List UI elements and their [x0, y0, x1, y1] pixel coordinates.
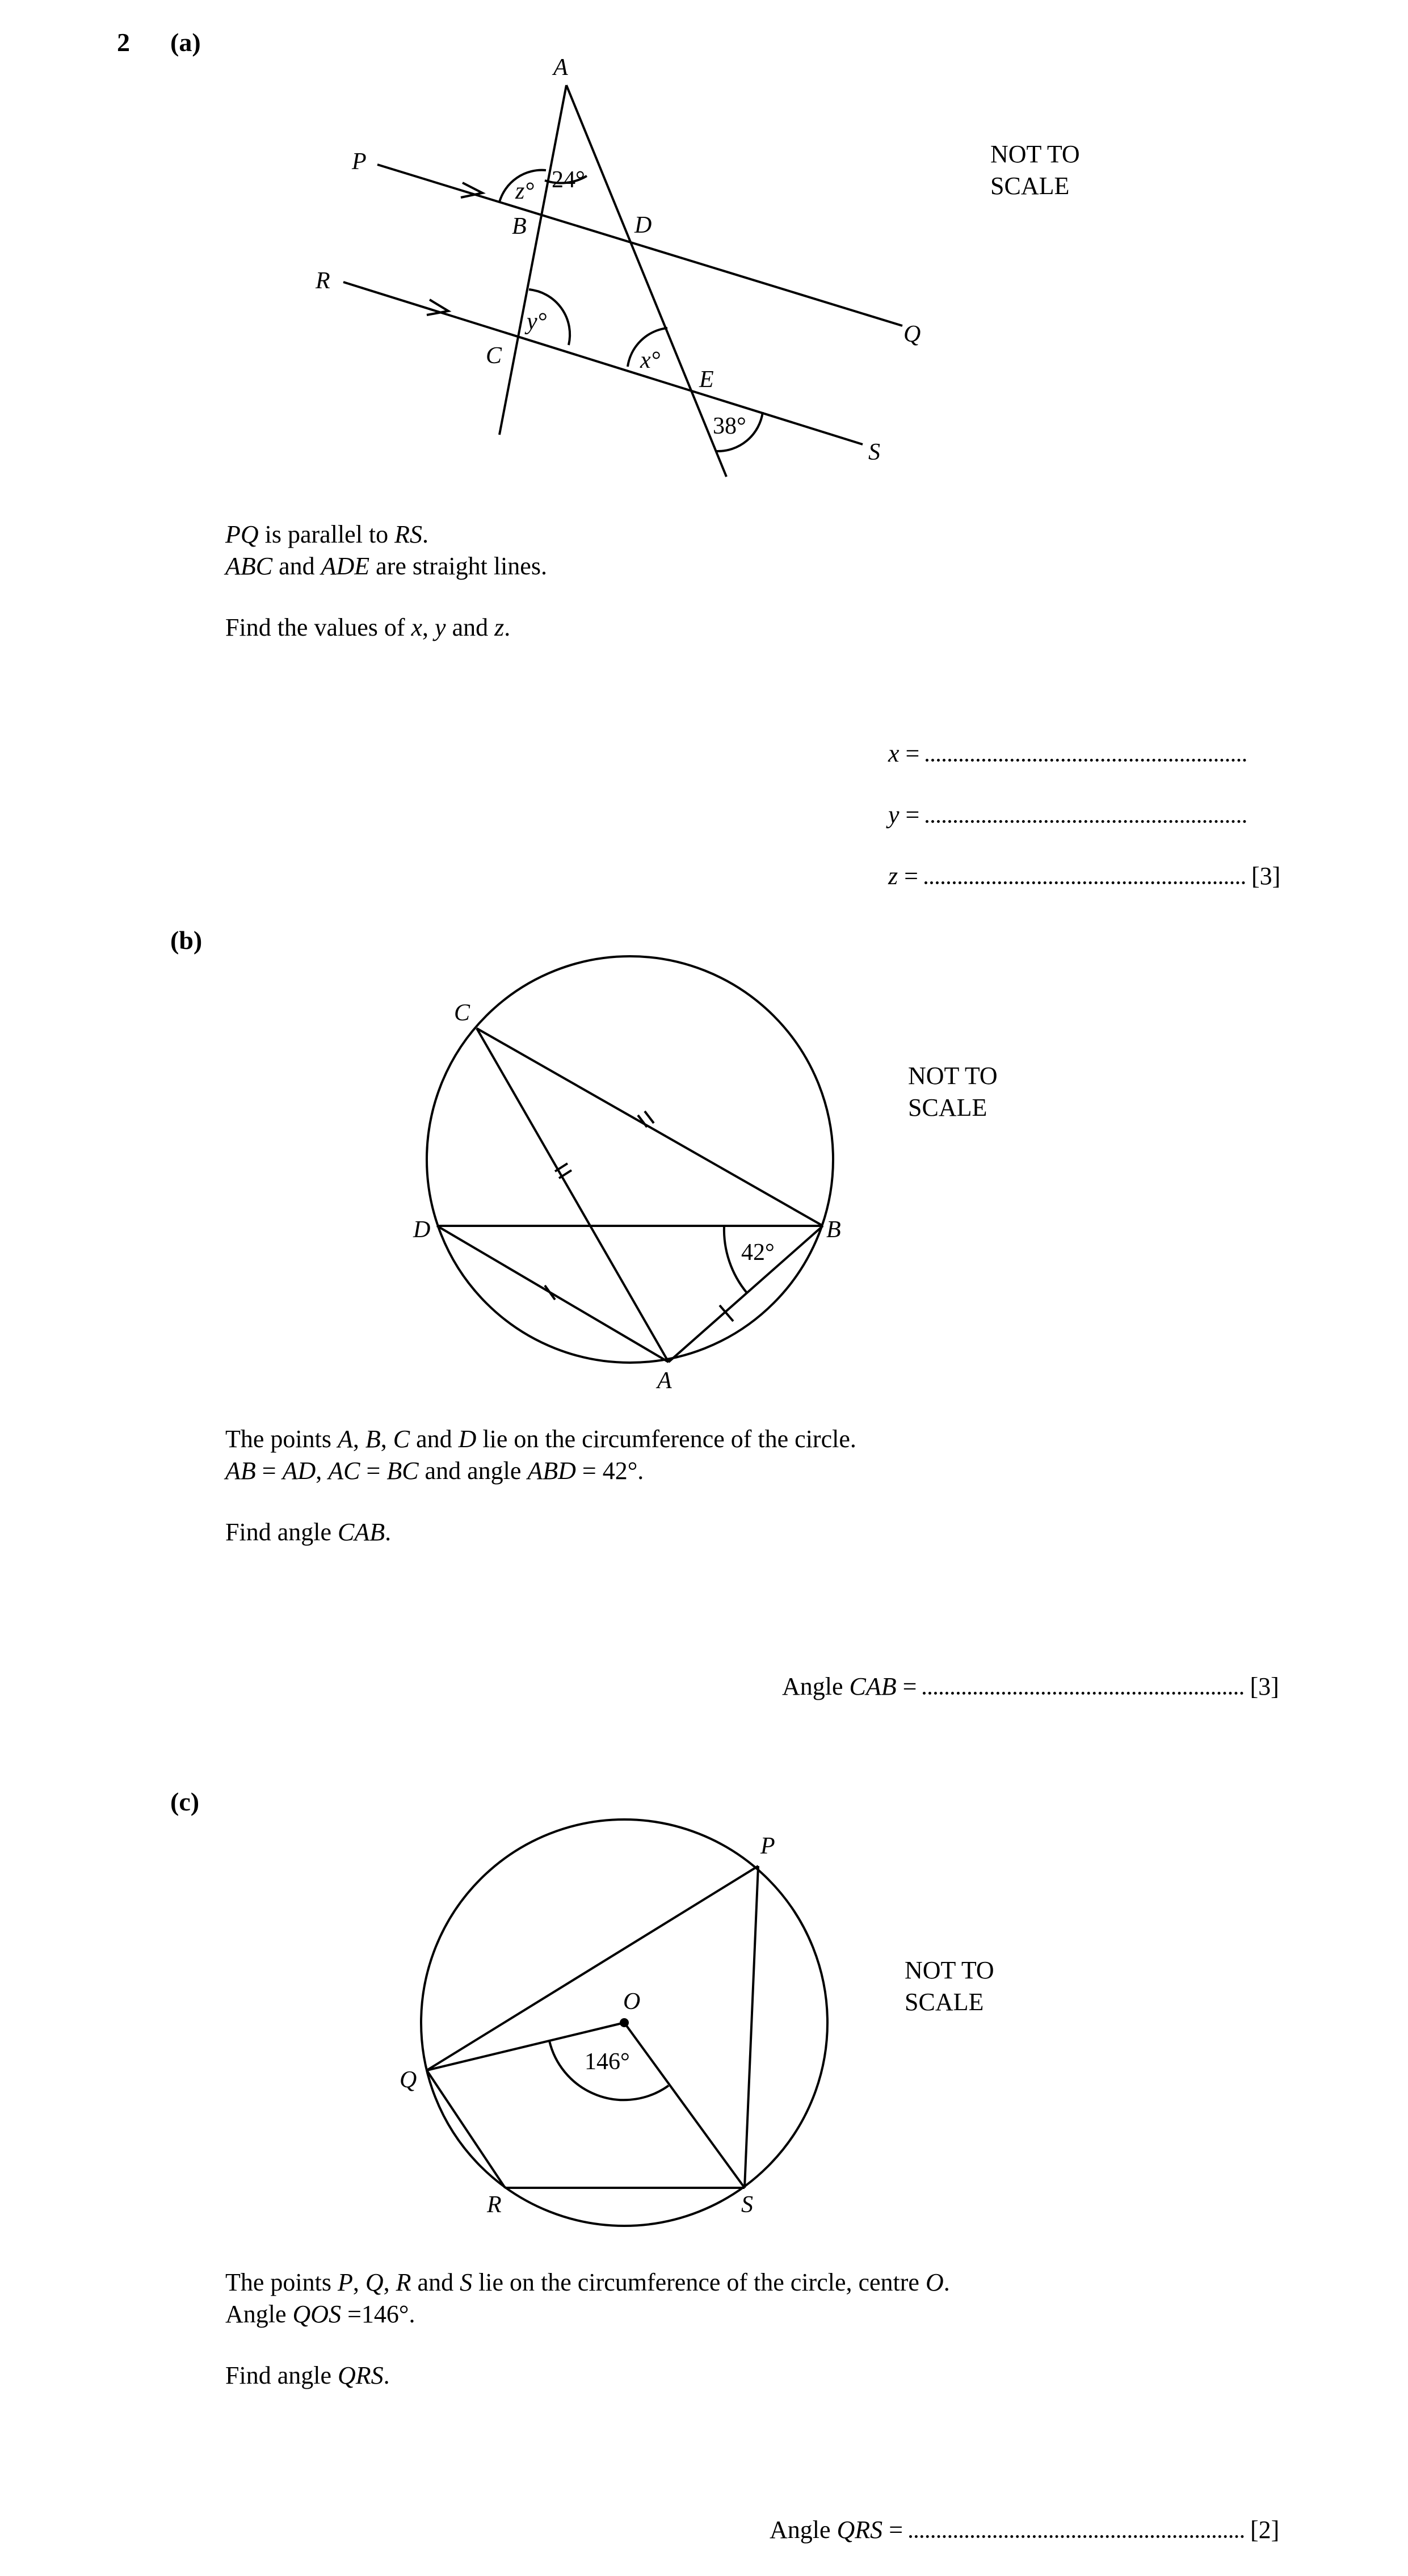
- part-c-label: (c): [170, 1787, 200, 1816]
- question-number: 2: [117, 28, 130, 57]
- part-a-line1: PQ is parallel to RS.: [225, 520, 429, 548]
- answer-x: x =: [888, 739, 1246, 768]
- answer-qrs-field[interactable]: [909, 2527, 1244, 2538]
- label-c-q: Q: [400, 2067, 417, 2093]
- chord-cb: [477, 1028, 823, 1226]
- answer-z: z = [3]: [888, 862, 1281, 890]
- part-c-prompt: Find angle QRS.: [225, 2361, 390, 2389]
- label-z: z°: [515, 178, 535, 204]
- label-146: 146°: [585, 2049, 630, 2075]
- radius-os: [624, 2023, 745, 2188]
- answer-cab-field[interactable]: [923, 1684, 1243, 1695]
- label-r: R: [316, 268, 330, 294]
- label-c-r: R: [487, 2192, 502, 2218]
- parallel-arrow-rs: [427, 300, 448, 315]
- label-c-p: P: [760, 1833, 775, 1859]
- label-a: A: [553, 54, 568, 81]
- label-y: y°: [527, 309, 547, 335]
- label-b: B: [512, 213, 527, 239]
- label-b-a: A: [657, 1368, 672, 1394]
- label-d: D: [634, 212, 652, 238]
- cyclic-quadrilateral-diagram: [0, 1799, 1408, 2230]
- label-p: P: [352, 149, 367, 175]
- chord-ca: [477, 1028, 669, 1362]
- label-b-b: B: [826, 1217, 841, 1243]
- answer-cab: Angle CAB = [3]: [782, 1672, 1279, 1700]
- label-38: 38°: [713, 413, 746, 439]
- line-pq: [377, 165, 902, 326]
- label-42: 42°: [741, 1239, 775, 1266]
- part-c-line2: Angle QOS =146°.: [225, 2300, 415, 2328]
- part-b-prompt: Find angle CAB.: [225, 1518, 392, 1546]
- label-b-d: D: [413, 1217, 431, 1243]
- chord-ps: [745, 1866, 758, 2188]
- circle-b: [427, 956, 833, 1363]
- part-a-line2: ABC and ADE are straight lines.: [225, 552, 547, 580]
- not-to-scale-a: NOT TO SCALE: [990, 140, 1080, 200]
- label-x: x°: [640, 347, 661, 373]
- part-a-prompt: Find the values of x, y and z.: [225, 613, 511, 641]
- part-b-text: [225, 1423, 856, 1487]
- tick-da: [545, 1285, 555, 1300]
- label-q: Q: [903, 321, 921, 347]
- parallel-lines-diagram: [0, 0, 1408, 511]
- chord-qr: [427, 2070, 505, 2188]
- tick-cb-2: [645, 1111, 654, 1123]
- answer-y-field[interactable]: [926, 812, 1246, 823]
- label-s: S: [868, 439, 880, 465]
- chord-da: [437, 1226, 669, 1362]
- part-a-label: (a): [170, 28, 201, 57]
- line-ade: [566, 85, 726, 477]
- label-c: C: [486, 343, 502, 369]
- part-a-text: [225, 519, 547, 582]
- answer-y: y =: [888, 800, 1246, 829]
- part-c-line1: The points P, Q, R and S lie on the circumference of the circle, centre O.: [225, 2268, 950, 2296]
- answer-x-field[interactable]: [926, 751, 1246, 762]
- centre-o-dot: [620, 2018, 629, 2027]
- not-to-scale-b: NOT TO SCALE: [908, 1062, 998, 1121]
- label-c-s: S: [741, 2192, 753, 2218]
- part-c-text: [225, 2267, 950, 2330]
- cyclic-triangle-diagram: [0, 919, 1408, 1407]
- marks-c: [2]: [1250, 2516, 1280, 2544]
- part-b-line2: AB = AD, AC = BC and angle ABD = 42°.: [225, 1457, 644, 1485]
- answer-z-field[interactable]: [924, 873, 1245, 884]
- part-b-line1: The points A, B, C and D lie on the circumference of the circle.: [225, 1425, 856, 1453]
- label-c-o: O: [623, 1989, 641, 2015]
- line-abc: [499, 85, 566, 435]
- marks-b: [3]: [1250, 1672, 1279, 1700]
- label-b-c: C: [454, 1000, 470, 1026]
- part-b-label: (b): [170, 926, 203, 955]
- answer-qrs: Angle QRS = [2]: [770, 2516, 1280, 2544]
- marks-a: [3]: [1251, 862, 1281, 890]
- not-to-scale-c: NOT TO SCALE: [905, 1956, 994, 2016]
- label-e: E: [699, 367, 714, 393]
- line-rs: [343, 282, 863, 444]
- chord-qp: [427, 1866, 758, 2070]
- label-24: 24°: [552, 167, 585, 193]
